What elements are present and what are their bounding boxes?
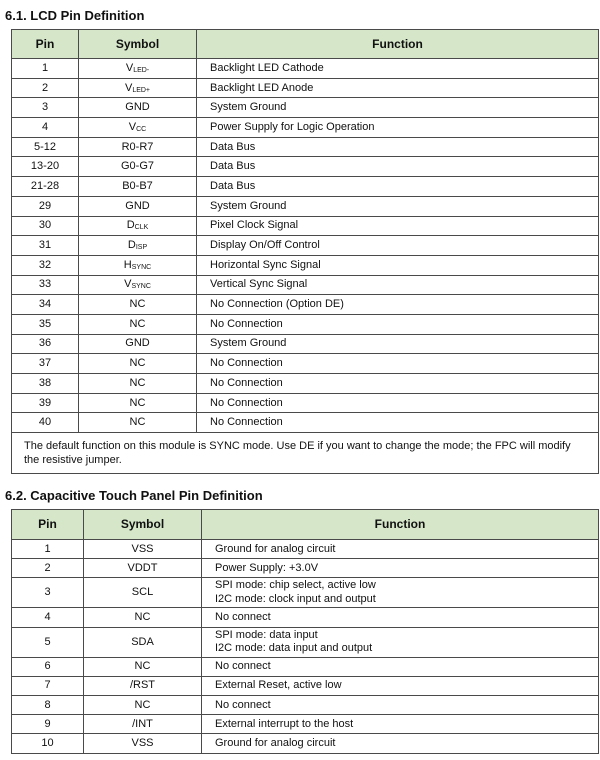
symbol-cell: NC [84, 657, 202, 676]
symbol-cell [79, 236, 197, 256]
function-cell: Horizontal Sync Signal [197, 255, 599, 275]
symbol-cell [79, 295, 197, 315]
function-cell [202, 734, 599, 753]
symbol-main: D [126, 219, 135, 232]
function-cell: Display On/Off Control [197, 236, 599, 256]
table-row [12, 715, 599, 734]
table-row [12, 78, 599, 98]
function-line: No connect [215, 610, 271, 623]
function-cell: System Ground [197, 98, 599, 118]
function-cell [202, 540, 599, 559]
symbol-subscript: CC [136, 125, 147, 133]
pin-cell: 35 [12, 314, 79, 334]
symbol-cell [79, 137, 197, 157]
table-row [12, 334, 599, 354]
symbol-cell [79, 393, 197, 413]
symbol-cell [79, 78, 197, 98]
symbol-main: H [123, 258, 132, 271]
function-line: I2C mode: data input and output [215, 642, 373, 655]
function-cell [202, 627, 599, 657]
function-cell [202, 676, 599, 695]
symbol-main: NC [129, 298, 146, 311]
symbol-main: GND [125, 337, 150, 350]
table-row [12, 695, 599, 714]
symbol-main: NC [129, 376, 146, 389]
pin-cell: 2 [12, 559, 84, 578]
symbol-cell [79, 196, 197, 216]
table-row [12, 314, 599, 334]
symbol-main: V [124, 278, 132, 291]
symbol-main: NC [129, 317, 146, 330]
pin-cell: 34 [12, 295, 79, 315]
symbol-cell [79, 354, 197, 374]
table-row [12, 413, 599, 433]
table-row [12, 608, 599, 627]
function-header: Function [202, 510, 599, 540]
pin-cell: 36 [12, 334, 79, 354]
symbol-cell: NC [84, 695, 202, 714]
symbol-cell [79, 275, 197, 295]
function-cell [202, 657, 599, 676]
symbol-cell [79, 157, 197, 177]
function-cell: No Connection (Option DE) [197, 295, 599, 315]
symbol-cell: VSS [84, 540, 202, 559]
table-row [12, 559, 599, 578]
table-row [12, 627, 599, 657]
symbol-header: Symbol [84, 510, 202, 540]
symbol-main: V [128, 120, 137, 133]
table-row [12, 177, 599, 197]
pin-cell: 4 [12, 608, 84, 627]
symbol-cell [79, 59, 197, 79]
symbol-cell: SCL [84, 578, 202, 608]
symbol-cell: /RST [84, 676, 202, 695]
table-row [12, 354, 599, 374]
pin-cell: 38 [12, 374, 79, 394]
table-row [12, 59, 599, 79]
symbol-main: B0-B7 [122, 179, 153, 192]
pin-header: Pin [12, 510, 84, 540]
pin-cell: 1 [12, 59, 79, 79]
function-cell: Backlight LED Cathode [197, 59, 599, 79]
pin-cell: 5-12 [12, 137, 79, 157]
table-row [12, 676, 599, 695]
symbol-cell [79, 177, 197, 197]
note-row [12, 433, 599, 474]
pin-cell: 10 [12, 734, 84, 753]
pin-cell: 1 [12, 540, 84, 559]
pin-cell: 3 [12, 578, 84, 608]
function-cell: No Connection [197, 354, 599, 374]
symbol-cell [79, 314, 197, 334]
symbol-subscript: SYNC [131, 283, 151, 291]
table-row [12, 137, 599, 157]
symbol-cell: VSS [84, 734, 202, 753]
function-cell: No Connection [197, 413, 599, 433]
function-line: SPI mode: chip select, active low [215, 579, 376, 592]
symbol-subscript: CLK [134, 224, 149, 232]
function-cell: Data Bus [197, 177, 599, 197]
pin-cell: 32 [12, 255, 79, 275]
table-row [12, 374, 599, 394]
table-row [12, 118, 599, 138]
table-header-row [12, 510, 599, 540]
table-header-row [12, 30, 599, 59]
symbol-main: V [125, 61, 134, 74]
table-row [12, 275, 599, 295]
symbol-main: R0-R7 [121, 140, 154, 153]
symbol-cell [79, 374, 197, 394]
function-cell: No Connection [197, 314, 599, 334]
symbol-header: Symbol [79, 30, 197, 59]
function-cell: System Ground [197, 334, 599, 354]
table-row [12, 393, 599, 413]
table-row [12, 157, 599, 177]
symbol-cell: /INT [84, 715, 202, 734]
function-line: External interrupt to the host [215, 717, 354, 730]
symbol-main: NC [129, 357, 146, 370]
table-row [12, 196, 599, 216]
symbol-main: D [127, 239, 136, 252]
function-cell: No Connection [197, 374, 599, 394]
pin-cell: 7 [12, 676, 84, 695]
function-cell: Data Bus [197, 137, 599, 157]
function-cell: Pixel Clock Signal [197, 216, 599, 236]
pin-cell: 30 [12, 216, 79, 236]
function-cell: Data Bus [197, 157, 599, 177]
symbol-cell [79, 255, 197, 275]
lcd-section-title: 6.1. LCD Pin Definition [5, 8, 145, 23]
pin-cell: 6 [12, 657, 84, 676]
symbol-main: NC [129, 396, 146, 409]
function-line: No connect [215, 660, 271, 673]
pin-cell: 2 [12, 78, 79, 98]
function-line: I2C mode: clock input and output [215, 592, 376, 605]
pin-cell: 37 [12, 354, 79, 374]
symbol-cell: NC [84, 608, 202, 627]
function-line: Power Supply: +3.0V [215, 561, 319, 574]
symbol-cell [79, 334, 197, 354]
function-line: Ground for analog circuit [215, 736, 336, 749]
pin-cell: 31 [12, 236, 79, 256]
symbol-subscript: LED- [133, 66, 150, 74]
function-line: Ground for analog circuit [215, 542, 336, 555]
ctp-section-title: 6.2. Capacitive Touch Panel Pin Definition [5, 488, 263, 503]
lcd-pin-table [11, 29, 599, 474]
symbol-cell [79, 413, 197, 433]
symbol-main: G0-G7 [120, 160, 154, 173]
lcd-note: The default function on this module is SYNC mode. Use DE if you want to change the mode; the FPC will modify the resistive jumper. [12, 433, 599, 474]
symbol-main: GND [125, 199, 150, 212]
symbol-cell [79, 98, 197, 118]
function-line: No connect [215, 698, 271, 711]
table-row [12, 578, 599, 608]
pin-header: Pin [12, 30, 79, 59]
table-row [12, 295, 599, 315]
pin-cell: 21-28 [12, 177, 79, 197]
table-row [12, 216, 599, 236]
function-cell: Vertical Sync Signal [197, 275, 599, 295]
pin-cell: 13-20 [12, 157, 79, 177]
symbol-cell: SDA [84, 627, 202, 657]
pin-cell: 8 [12, 695, 84, 714]
symbol-subscript: SYNC [131, 263, 152, 271]
pin-cell: 29 [12, 196, 79, 216]
function-cell [202, 715, 599, 734]
symbol-cell [79, 118, 197, 138]
pin-cell: 9 [12, 715, 84, 734]
symbol-main: NC [129, 416, 146, 429]
pin-cell: 39 [12, 393, 79, 413]
function-line: SPI mode: data input [215, 628, 318, 641]
function-line: External Reset, active low [215, 679, 342, 692]
symbol-main: V [124, 81, 133, 94]
ctp-pin-table [11, 509, 599, 754]
symbol-cell: VDDT [84, 559, 202, 578]
table-row [12, 98, 599, 118]
function-cell: Backlight LED Anode [197, 78, 599, 98]
symbol-cell [79, 216, 197, 236]
function-header: Function [197, 30, 599, 59]
pin-cell: 33 [12, 275, 79, 295]
table-row [12, 255, 599, 275]
table-row [12, 657, 599, 676]
pin-cell: 3 [12, 98, 79, 118]
symbol-subscript: LED+ [132, 86, 151, 94]
symbol-subscript: ISP [135, 244, 148, 252]
table-row [12, 734, 599, 753]
pin-cell: 4 [12, 118, 79, 138]
table-row [12, 540, 599, 559]
pin-cell: 5 [12, 627, 84, 657]
function-cell [202, 559, 599, 578]
symbol-main: GND [125, 101, 150, 114]
function-cell [202, 695, 599, 714]
function-cell: No Connection [197, 393, 599, 413]
function-cell: Power Supply for Logic Operation [197, 118, 599, 138]
function-cell: System Ground [197, 196, 599, 216]
table-row [12, 236, 599, 256]
function-cell [202, 578, 599, 608]
pin-cell: 40 [12, 413, 79, 433]
function-cell [202, 608, 599, 627]
